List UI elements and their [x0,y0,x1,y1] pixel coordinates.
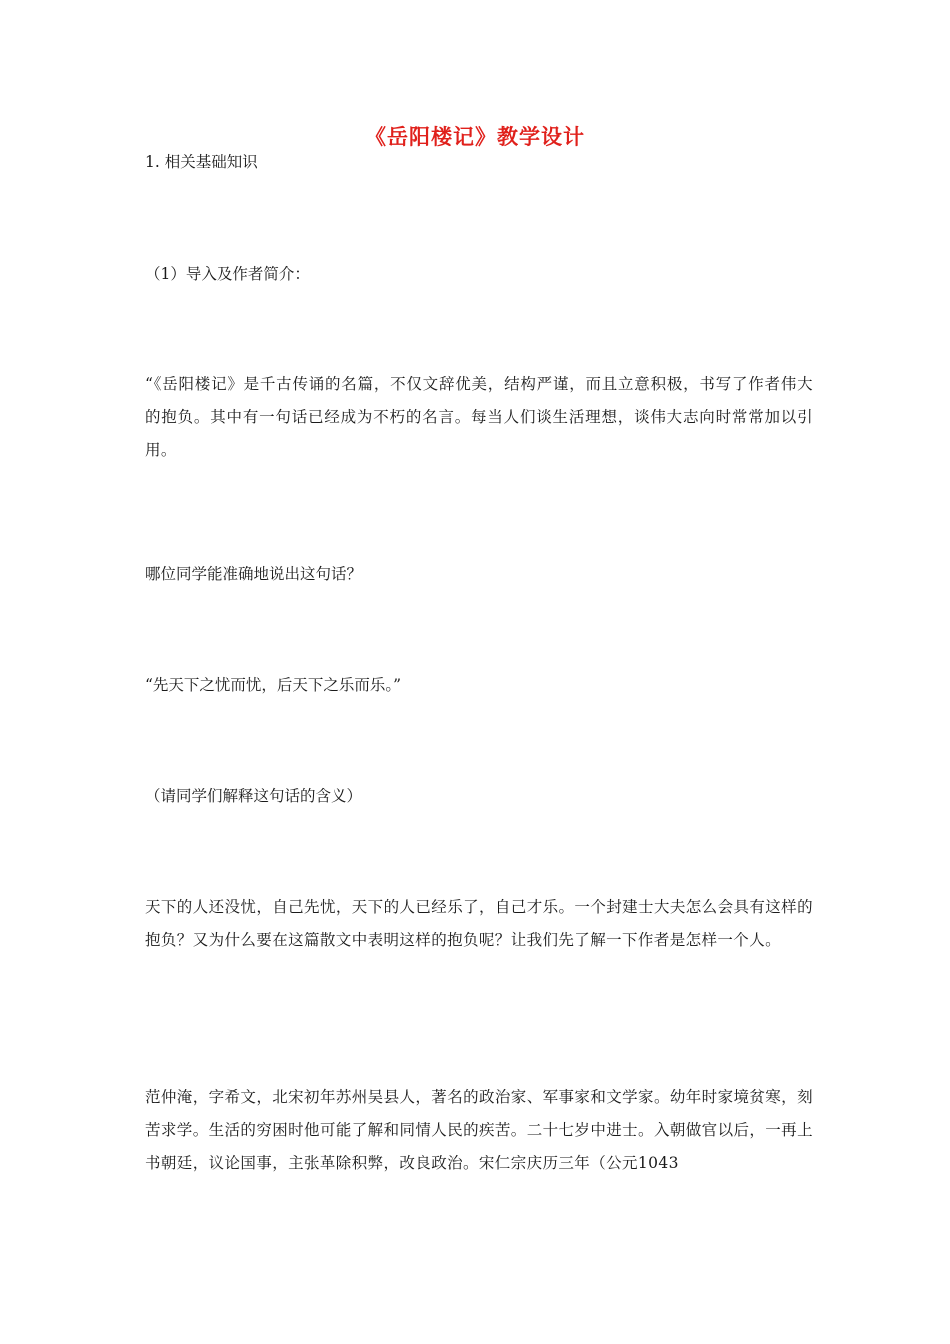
section-heading: 1. 相关基础知识 [145,153,258,171]
paragraph-intro: “《岳阳楼记》是千古传诵的名篇，不仅文辞优美，结构严谨，而且立意积极，书写了作者伟大的抱负。其中有一句话已经成为不朽的名言。每当人们谈生活理想，谈伟大志向时常常加以引用。 [145,375,813,459]
paragraph-author-bio: 范仲淹，字希文，北宋初年苏州吴县人，著名的政治家、军事家和文学家。幼年时家境贫寒，刻苦求学。生活的穷困时他可能了解和同情人民的疾苦。二十七岁中进士。入朝做官以后，一再上书朝廷，议论国事，主张革除积弊，改良政治。宋仁宗庆历三年（公元1043 [145,1088,813,1172]
paragraph-explanation: 天下的人还没忧，自己先忧，天下的人已经乐了，自己才乐。一个封建士大夫怎么会具有这样的抱负？又为什么要在这篇散文中表明这样的抱负呢？让我们先了解一下作者是怎样一个人。 [145,898,813,949]
document-title: 《岳阳楼记》教学设计 [365,125,585,149]
paragraph-prompt: （请同学们解释这句话的含义） [145,787,363,805]
paragraph-quote: “先天下之忧而忧，后天下之乐而乐。” [145,676,402,694]
subsection-heading: （1）导入及作者简介： [145,265,310,283]
paragraph-question: 哪位同学能准确地说出这句话？ [145,565,363,583]
